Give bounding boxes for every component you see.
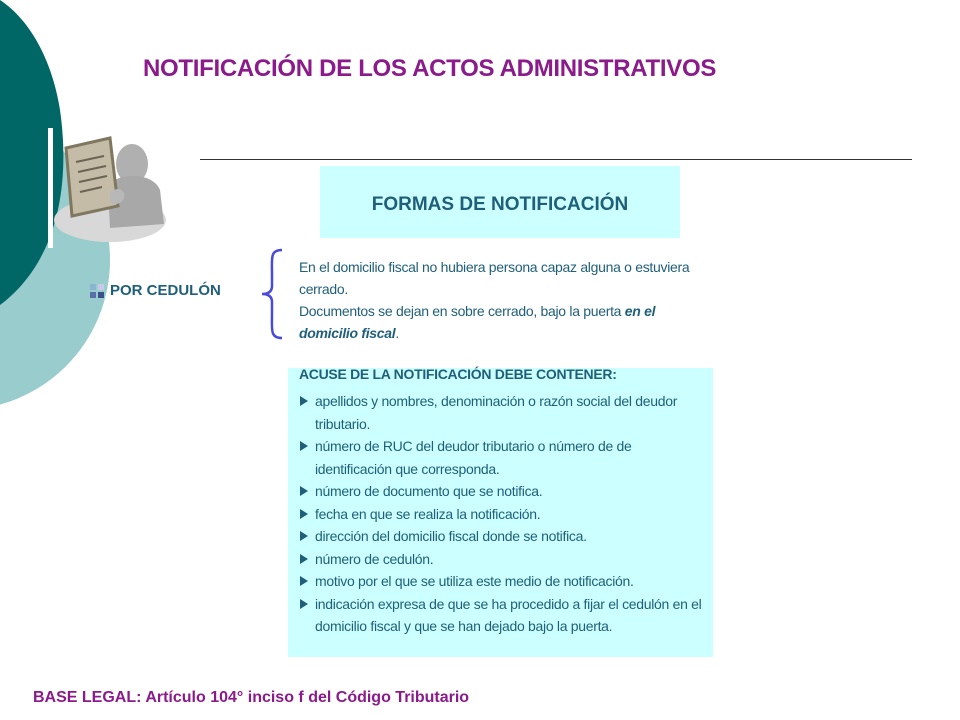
arrow-bullet-icon <box>300 576 308 586</box>
por-cedulon-bullet <box>90 282 221 299</box>
list-item: dirección del domicilio fiscal donde se notifica. <box>300 525 705 548</box>
page-title: NOTIFICACIÓN DE LOS ACTOS ADMINISTRATIVOS <box>143 55 717 82</box>
por-cedulon-label: POR CEDULÓN <box>110 282 221 299</box>
list-item: número de cedulón. <box>300 548 705 571</box>
arrow-bullet-icon <box>300 554 308 564</box>
base-legal-label: BASE LEGAL: <box>33 689 142 706</box>
base-legal-reference: Artículo 104° inciso f del Código Tributario <box>145 689 470 706</box>
base-legal <box>33 689 469 707</box>
person-reading-document-icon <box>52 128 172 248</box>
acuse-heading: ACUSE DE LA NOTIFICACIÓN DEBE CONTENER: <box>299 366 617 382</box>
square-bullet-icon <box>90 284 104 298</box>
list-item: apellidos y nombres, denominación o razón social del deudor tributario. <box>300 390 705 435</box>
curly-brace-icon <box>258 248 288 340</box>
formas-heading: FORMAS DE NOTIFICACIÓN <box>371 194 629 215</box>
cedulon-description <box>299 256 709 344</box>
description-line-1: En el domicilio fiscal no hubiera persona capaz alguna o estuviera cerrado. <box>299 259 690 297</box>
title-divider <box>200 159 912 160</box>
arrow-bullet-icon <box>300 509 308 519</box>
arrow-bullet-icon <box>300 599 308 609</box>
list-item: fecha en que se realiza la notificación. <box>300 503 705 526</box>
arrow-bullet-icon <box>300 531 308 541</box>
acuse-list <box>300 390 705 638</box>
list-item: indicación expresa de que se ha procedido a fijar el cedulón en el domicilio fiscal y que se han dejado bajo la puerta. <box>300 593 705 638</box>
arrow-bullet-icon <box>300 441 308 451</box>
arrow-bullet-icon <box>300 396 308 406</box>
list-item: número de documento que se notifica. <box>300 480 705 503</box>
list-item: motivo por el que se utiliza este medio de notificación. <box>300 570 705 593</box>
list-item: número de RUC del deudor tributario o número de de identificación que corresponda. <box>300 435 705 480</box>
arrow-bullet-icon <box>300 486 308 496</box>
formas-header-box <box>320 166 680 238</box>
description-line-2: Documentos se dejan en sobre cerrado, bajo la puerta en el domicilio fiscal. <box>299 303 656 341</box>
